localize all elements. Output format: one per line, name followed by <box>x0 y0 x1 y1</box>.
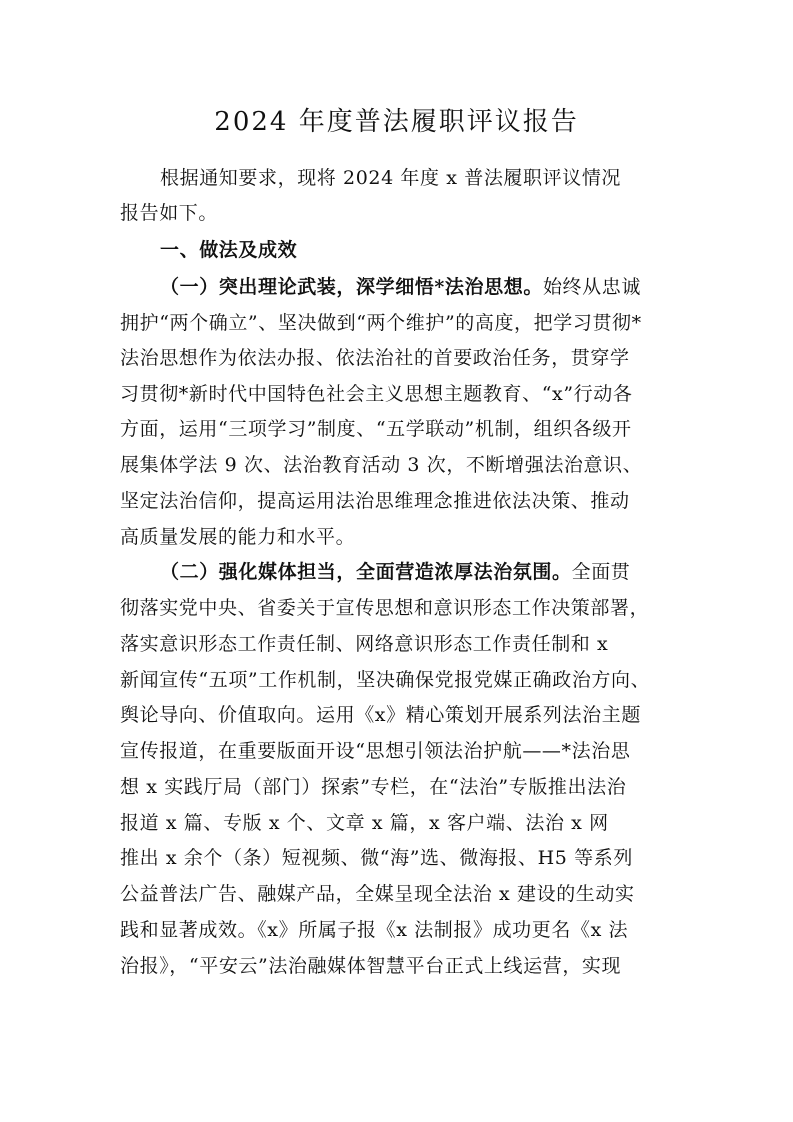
item2-line-7: 报道 x 篇、专版 x 个、文章 x 篇，x 客户端、法治 x 网 <box>120 812 609 834</box>
item1-line-3: 习贯彻*新时代中国特色社会主义思想主题教育、“x”行动各 <box>120 383 633 405</box>
item2-line-2: 落实意识形态工作责任制、网络意识形态工作责任制和 x <box>120 633 609 655</box>
item1-line-0: 始终从忠诚 <box>542 276 641 298</box>
item1-line-4: 方面，运用“三项学习”制度、“五学联动”机制，组织各级开 <box>120 418 632 440</box>
item1-lead: （一）突出理论武装，深学细悟*法治思想。 <box>160 276 543 298</box>
item2-line-0: 全面贯 <box>571 561 631 583</box>
paragraph-line <box>160 272 720 302</box>
item2-line-1: 彻落实党中央、省委关于宣传思想和意识形态工作决策部署， <box>120 597 650 619</box>
item2-line-3: 新闻宣传“五项”工作机制，坚决确保党报党媒正确政治方向、 <box>120 669 651 691</box>
intro-line-2: 报告如下。 <box>120 202 219 224</box>
item1-line-2: 法治思想作为依法办报、依法治社的首要政治任务，贯穿学 <box>120 347 630 369</box>
item1-line-7: 高质量发展的能力和水平。 <box>120 526 356 548</box>
item2-line-8: 推出 x 余个（条）短视频、微“海”选、微海报、H5 等系列 <box>120 847 633 869</box>
item2-line-10: 践和显著成效。《x》所属子报《x 法制报》成功更名《x 法 <box>120 919 629 941</box>
document-title: 2024 年度普法履职评议报告 <box>214 107 579 137</box>
item2-lead: （二）强化媒体担当，全面营造浓厚法治氛围。 <box>160 561 572 583</box>
item2-line-5: 宣传报道，在重要版面开设“思想引领法治护航——*法治思 <box>120 740 631 762</box>
item1-line-6: 坚定法治信仰，提高运用法治思维理念推进依法决策、推动 <box>120 490 630 512</box>
item1-line-1: 拥护“两个确立”、坚决做到“两个维护”的高度，把学习贯彻* <box>120 312 642 334</box>
intro-line-1: 根据通知要求，现将 2024 年度 x 普法履职评议情况 <box>160 167 622 189</box>
item2-line-11: 治报》，“平安云”法治融媒体智慧平台正式上线运营，实现 <box>120 955 622 977</box>
item2-line-9: 公益普法广告、融媒产品，全媒呈现全法治 x 建设的生动实 <box>120 883 635 905</box>
item2-line-4: 舆论导向、价值取向。运用《x》精心策划开展系列法治主题 <box>120 704 641 726</box>
item2-line-6: 想 x 实践厅局（部门）探索”专栏，在“法治”专版推出法治 <box>120 776 627 798</box>
paragraph-line <box>160 557 720 587</box>
item1-line-5: 展集体学法 9 次、法治教育活动 3 次，不断增强法治意识、 <box>120 454 643 476</box>
section-heading: 一、做法及成效 <box>160 239 298 261</box>
